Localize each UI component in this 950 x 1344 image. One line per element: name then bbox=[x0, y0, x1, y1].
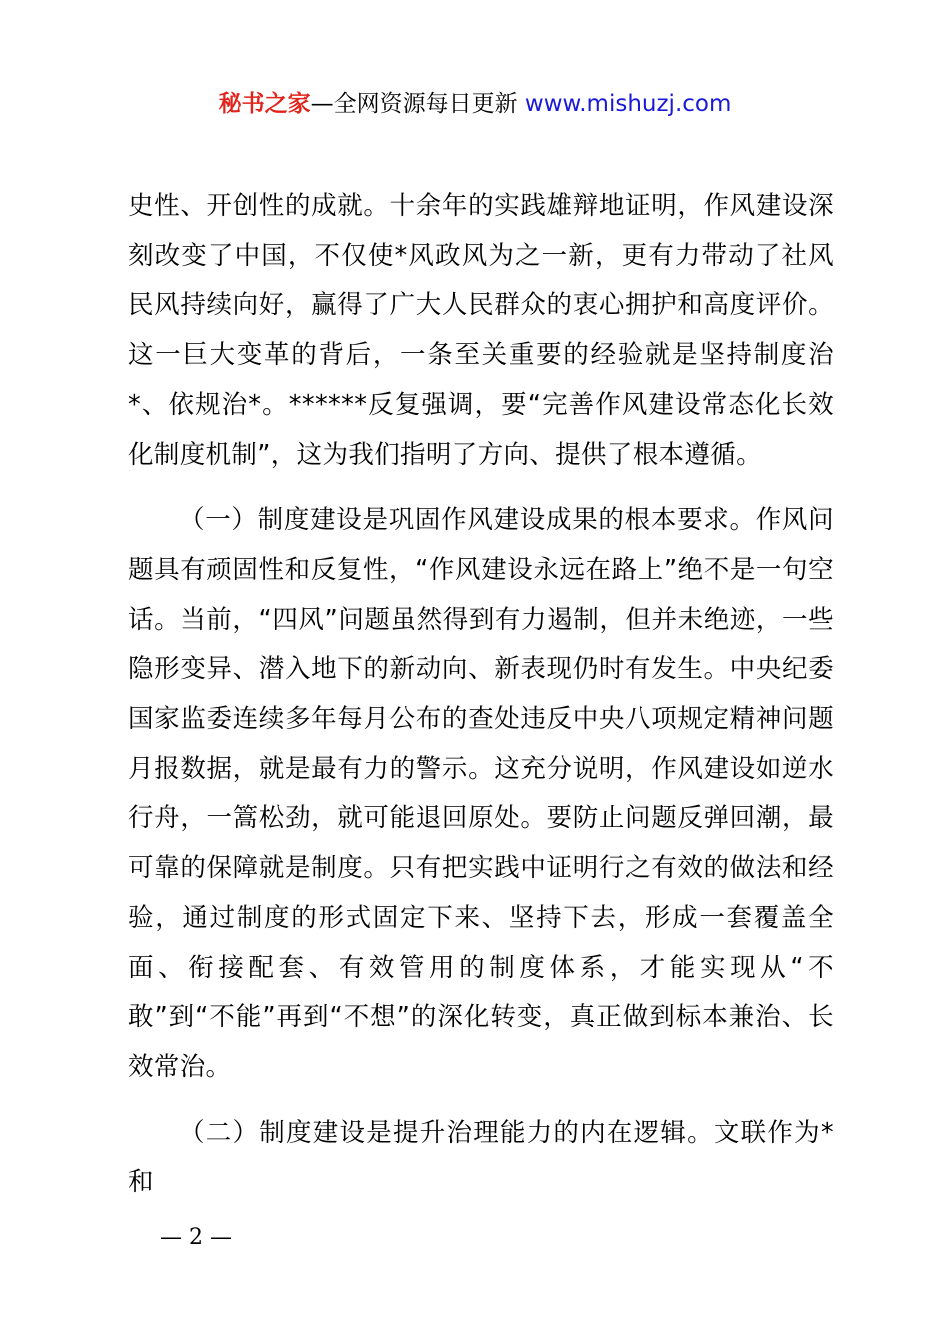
page-number: — 2 — bbox=[160, 1225, 232, 1250]
website-link[interactable]: www.mishuzj.com bbox=[524, 91, 732, 117]
document-body bbox=[128, 182, 834, 1224]
paragraph-section-two: （二）制度建设是提升治理能力的内在逻辑。文联作为*和 bbox=[128, 1117, 834, 1198]
paragraph-section-one: （一）制度建设是巩固作风建设成果的根本要求。作风问题具有顽固性和反复性，“作风建设永远在路上”绝不是一句空话。当前，“四风”问题虽然得到有力遏制，但并未绝迹，一些隐形变异、潜入地下的新动向、新表现仍时有发生。中央纪委国家监委连续多年每月公布的查处违反中央八项规定精神问题月报数据，就是最有力的警示。这充分说明，作风建设如逆水行舟，一篙松劲，就可能退回原处。要防止问题反弹回潮，最可靠的保障就是制度。只有把实践中证明行之有效的做法和经验，通过制度的形式固定下来、坚持下去，形成一套覆盖全面、衔接配套、有效管用的制度体系，才能实现从“不敢”到“不能”再到“不想”的深化转变，真正做到标本兼治、长效常治。 bbox=[128, 505, 834, 1082]
page-header bbox=[0, 86, 950, 122]
paragraph-continued: 史性、开创性的成就。十余年的实践雄辩地证明，作风建设深刻改变了中国，不仅使*风政风为之一新，更有力带动了社风民风持续向好，赢得了广大人民群众的衷心拥护和高度评价。这一巨大变革的背后，一条至关重要的经验就是坚持制度治*、依规治*。******反复强调，要“完善作风建设常态化长效化制度机制”，这为我们指明了方向、提供了根本遵循。 bbox=[128, 191, 834, 470]
header-tagline: —全网资源每日更新 bbox=[310, 91, 518, 117]
brand-name: 秘书之家 bbox=[218, 91, 311, 117]
